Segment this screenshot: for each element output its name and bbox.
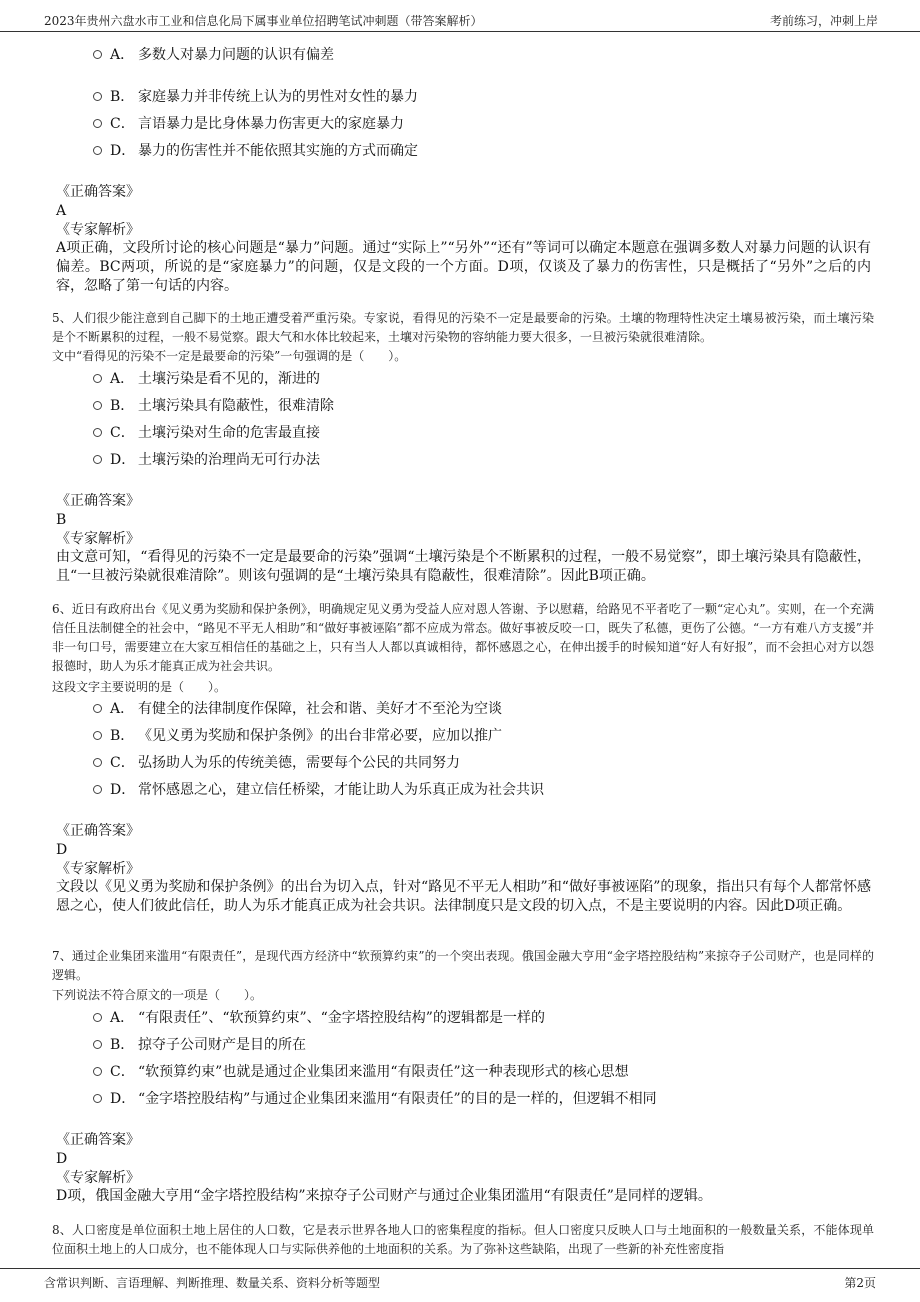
radio-icon[interactable] [93, 146, 102, 155]
answer-label: 《正确答案》 [56, 1132, 140, 1148]
q6-question: 这段文字主要说明的是（ ）。 [52, 680, 227, 694]
q5-stem: 5、人们很少能注意到自己脚下的土地正遭受着严重污染。专家说，看得见的污染不一定是最要命的污染。土壤的物理特性决定土壤易被污染，而土壤污染是个不断累积的过程，一般不易觉察。跟大气和水体比较起来，土壤对污染物的容纳能力要大很多，一旦被污染就很难清除。 [52, 311, 874, 344]
answer-value: B [56, 512, 67, 528]
radio-icon[interactable] [93, 1094, 102, 1103]
radio-icon[interactable] [93, 1040, 102, 1049]
answer-value: D [56, 842, 68, 858]
q6-option-d[interactable]: D． 常怀感恩之心，建立信任桥梁，才能让助人为乐真正成为社会共识 [93, 781, 544, 799]
radio-icon[interactable] [93, 401, 102, 410]
q5-option-b[interactable]: B． 土壤污染具有隐蔽性，很难清除 [93, 397, 334, 415]
radio-icon[interactable] [93, 455, 102, 464]
q8-stem: 8、人口密度是单位面积土地上居住的人口数，它是表示世界各地人口的密集程度的指标。但人口密度只反映人口与土地面积的一般数量关系，不能体现单位面积土地上的人口成分，也不能体现人口与实际供养他的土地面积的关系。为了弥补这些缺陷，出现了一些新的补充性密度指 [52, 1223, 874, 1256]
q4-option-b[interactable]: B． 家庭暴力并非传统上认为的男性对女性的暴力 [93, 88, 418, 106]
q7-option-a[interactable]: A． “有限责任”、“软预算约束”、“金字塔控股结构”的逻辑都是一样的 [93, 1009, 545, 1027]
q6-option-b[interactable]: B． 《见义勇为奖励和保护条例》的出台非常必要，应加以推广 [93, 727, 502, 745]
q4-analysis: A项正确，文段所讨论的核心问题是“暴力”问题。通过“实际上”“另外”“还有”等词可以确定本题意在强调多数人对暴力问题的认识有偏差。BC两项，所说的是“家庭暴力”的问题，仅是文段的一个方面。D项，仅谈及了暴力的伤害性，只是概括了“另外”之后的内容，忽略了第一句话的内容。 [56, 240, 871, 294]
answer-label: 《正确答案》 [56, 493, 140, 509]
q5-option-a[interactable]: A． 土壤污染是看不见的，渐进的 [93, 370, 320, 388]
q5-analysis: 由文意可知，“看得见的污染不一定是最要命的污染”强调“土壤污染是个不断累积的过程，一般不易觉察”，即土壤污染具有隐蔽性，且“一旦被污染就很难清除”。则该句强调的是“土壤污染具有隐蔽性，很难清除”。因此B项正确。 [56, 549, 871, 584]
analysis-label: 《专家解析》 [56, 1170, 140, 1186]
q7-option-c[interactable]: C． “软预算约束”也就是通过企业集团来滥用“有限责任”这一种表现形式的核心思想 [93, 1063, 629, 1081]
q7-option-d[interactable]: D． “金字塔控股结构”与通过企业集团来滥用“有限责任”的目的是一样的，但逻辑不相同 [93, 1090, 657, 1108]
q4-option-d[interactable]: D． 暴力的伤害性并不能依照其实施的方式而确定 [93, 142, 418, 160]
page-number: 第2页 [844, 1276, 876, 1290]
radio-icon[interactable] [93, 785, 102, 794]
radio-icon[interactable] [93, 731, 102, 740]
page-footer [0, 1268, 920, 1302]
q6-analysis: 文段以《见义勇为奖励和保护条例》的出台为切入点，针对“路见不平无人相助”和“做好事被诬陷”的现象，指出只有每个人都常怀感恩之心，使人们彼此信任，助人为乐才能真正成为社会共识。法律制度只是文段的切入点，不是主要说明的内容。因此D项正确。 [56, 879, 871, 914]
radio-icon[interactable] [93, 758, 102, 767]
analysis-label: 《专家解析》 [56, 861, 140, 877]
q6-option-c[interactable]: C． 弘扬助人为乐的传统美德，需要每个公民的共同努力 [93, 754, 460, 772]
footer-topics: 含常识判断、言语理解、判断推理、数量关系、资料分析等题型 [44, 1276, 381, 1290]
q5-option-c[interactable]: C． 土壤污染对生命的危害最直接 [93, 424, 320, 442]
q5-option-d[interactable]: D． 土壤污染的治理尚无可行办法 [93, 451, 320, 469]
answer-value: D [56, 1151, 68, 1167]
q7-stem: 7、通过企业集团来滥用“有限责任”，是现代西方经济中“软预算约束”的一个突出表现。俄国金融大亨用“金字塔控股结构”来掠夺子公司财产，也是同样的逻辑。 [52, 949, 874, 982]
analysis-label: 《专家解析》 [56, 222, 140, 238]
radio-icon[interactable] [93, 428, 102, 437]
q4-option-c[interactable]: C． 言语暴力是比身体暴力伤害更大的家庭暴力 [93, 115, 404, 133]
q7-option-b[interactable]: B． 掠夺子公司财产是目的所在 [93, 1036, 306, 1054]
q6-stem: 6、近日有政府出台《见义勇为奖励和保护条例》，明确规定见义勇为受益人应对恩人答谢、予以慰藉，给路见不平者吃了一颗“定心丸”。实则，在一个充满信任且法制健全的社会中，“路见不平无人相助”和“做好事被诬陷”都不应成为常态。做好事被反咬一口，既失了私德，更伤了公德。“一方有难八方支援”并非一句口号，需要建立在大家互相信任的基础之上，只有当人人都以真诚相待，都怀感恩之心，在伸出援手的时候知道“好人有好报”，而不会担心对方以怨报德时，助人为乐才能真正成为社会共识。 [52, 602, 874, 673]
answer-value: A [56, 203, 67, 219]
radio-icon[interactable] [93, 374, 102, 383]
radio-icon[interactable] [93, 119, 102, 128]
q4-option-a[interactable]: A． 多数人对暴力问题的认识有偏差 [93, 46, 334, 64]
q5-question: 文中“看得见的污染不一定是最要命的污染”一句强调的是（ ）。 [52, 349, 407, 363]
radio-icon[interactable] [93, 704, 102, 713]
document-title: 2023年贵州六盘水市工业和信息化局下属事业单位招聘笔试冲刺题（带答案解析） [44, 14, 483, 28]
answer-label: 《正确答案》 [56, 184, 140, 200]
radio-icon[interactable] [93, 50, 102, 59]
radio-icon[interactable] [93, 1067, 102, 1076]
q7-question: 下列说法不符合原文的一项是（ ）。 [52, 988, 263, 1002]
q7-analysis: D项，俄国金融大亨用“金字塔控股结构”来掠夺子公司财产与通过企业集团滥用“有限责任”是同样的逻辑。 [56, 1188, 712, 1204]
q6-option-a[interactable]: A． 有健全的法律制度作保障，社会和谐、美好才不至沦为空谈 [93, 700, 502, 718]
header-slogan: 考前练习，冲刺上岸 [769, 14, 878, 28]
answer-label: 《正确答案》 [56, 823, 140, 839]
radio-icon[interactable] [93, 92, 102, 101]
page-header [0, 0, 920, 32]
radio-icon[interactable] [93, 1013, 102, 1022]
analysis-label: 《专家解析》 [56, 531, 140, 547]
